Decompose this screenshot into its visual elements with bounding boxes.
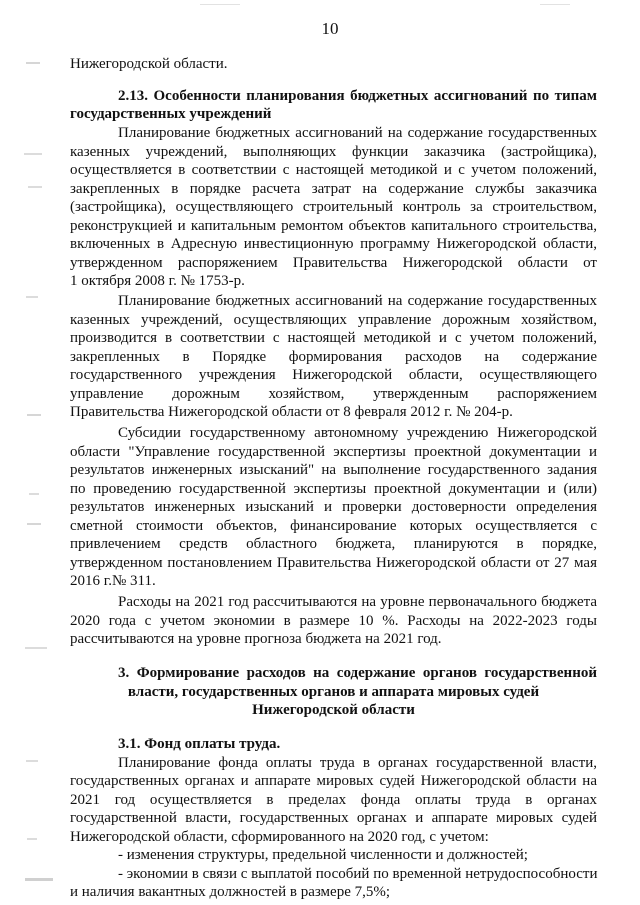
text-line: включенных в Адресную инвестиционную программу Нижегородской области, <box>70 236 597 252</box>
scan-artifact <box>540 4 570 5</box>
text-line: Субсидии государственному автономному учреждению Нижегородской <box>118 425 597 441</box>
text-line: утвержденном распоряжением Правительства Нижегородской области от <box>70 255 597 271</box>
scan-artifact <box>28 186 42 188</box>
scan-artifact <box>25 878 53 881</box>
list-item: - изменения структуры, предельной численности и должностей; <box>118 847 528 863</box>
section-heading: 2.13. Особенности планирования бюджетных ассигнований по типам <box>118 88 597 104</box>
scan-artifact <box>27 838 37 840</box>
list-item: - экономии в связи с выплатой пособий по временной нетрудоспособности <box>118 866 598 882</box>
text-line: государственной власти, государственных органах и аппарате мировых судей <box>70 810 597 826</box>
text-line: (застройщика), осуществляющего строительный контроль за строительством, <box>70 199 597 215</box>
text-line: результатов инженерных изысканий" на выполнение государственного задания <box>70 462 597 478</box>
text-line: казенных учреждений, выполняющих функции заказчика (застройщика), <box>70 144 597 160</box>
text-line: результатов инженерных изысканий и проверки достоверности определения <box>70 499 597 515</box>
text-line: осуществляется в соответствии с настоящей методикой и с учетом положений, <box>70 162 597 178</box>
text-line: Планирование бюджетных ассигнований на содержание государственных <box>118 125 597 141</box>
subsection-heading: 3.1. Фонд оплаты труда. <box>118 736 281 752</box>
text-line: 2021 год осуществляется в пределах фонда оплаты труда в органах <box>70 792 597 808</box>
text-line: Нижегородской области. <box>70 56 228 72</box>
section-heading: власти, государственных органов и аппарата мировых судей <box>127 684 540 700</box>
text-line: привлечением средств областного бюджета, планируются в порядке, <box>70 536 597 552</box>
scan-artifact <box>200 4 240 5</box>
text-line: казенных учреждений, осуществляющих управление дорожным хозяйством, <box>70 312 597 328</box>
text-line: государственного учреждения Нижегородской области, осуществляющего <box>70 367 597 383</box>
scan-artifact <box>27 523 41 525</box>
text-line: реконструкцией и капитальным ремонтом объектов капитального строительства, <box>70 218 597 234</box>
text-line: Расходы на 2021 год рассчитываются на уровне первоначального бюджета <box>118 594 597 610</box>
text-line: государственных органах и аппарате мировых судей Нижегородской области на <box>70 773 597 789</box>
scan-artifact <box>29 493 39 495</box>
scan-artifact <box>24 153 42 155</box>
text-line: рассчитываются на уровне прогноза бюджета на 2021 год. <box>70 631 442 647</box>
section-heading: государственных учреждений <box>70 106 272 122</box>
text-line: Планирование фонда оплаты труда в органах государственной власти, <box>118 755 597 771</box>
text-line: управление дорожным хозяйством, утвержденным распоряжением <box>70 386 597 402</box>
scan-artifact <box>26 62 40 64</box>
page-number: 10 <box>321 19 339 38</box>
text-line: закрепленных в Порядке формирования расходов на содержание <box>70 349 597 365</box>
text-line: Правительства Нижегородской области от 8 февраля 2012 г. № 204-р. <box>70 404 513 420</box>
text-line: 1 октября 2008 г. № 1753-р. <box>70 273 245 289</box>
scan-artifact <box>26 760 38 762</box>
section-heading: Нижегородской области <box>252 702 415 718</box>
text-line: сметной стоимости объектов, финансирование которых осуществляется с <box>70 518 597 534</box>
scan-artifact <box>26 296 38 298</box>
list-item: и наличия вакантных должностей в размере 7,5%; <box>70 884 391 900</box>
text-line: Планирование бюджетных ассигнований на содержание государственных <box>118 293 597 309</box>
text-line: 2016 г.№ 311. <box>70 573 156 589</box>
text-line: утвержденном постановлением Правительства Нижегородской области от 27 мая <box>70 555 597 571</box>
text-line: области "Управление государственной экспертизы проектной документации и <box>70 444 597 460</box>
scan-artifact <box>25 647 47 649</box>
section-heading: 3. Формирование расходов на содержание органов государственной <box>118 665 597 681</box>
text-line: 2020 года с учетом экономии в размере 10 %. Расходы на 2022-2023 годы <box>70 613 597 629</box>
text-line: производится в соответствии с настоящей методикой и с учетом положений, <box>70 330 597 346</box>
text-line: закрепленных в порядке расчета затрат на содержание службы заказчика <box>70 181 597 197</box>
text-line: Нижегородской области, сформированного на 2020 год, с учетом: <box>70 829 489 845</box>
text-line: по проведению государственной экспертизы проектной документации и (или) <box>70 481 597 497</box>
scan-artifact <box>27 414 41 416</box>
